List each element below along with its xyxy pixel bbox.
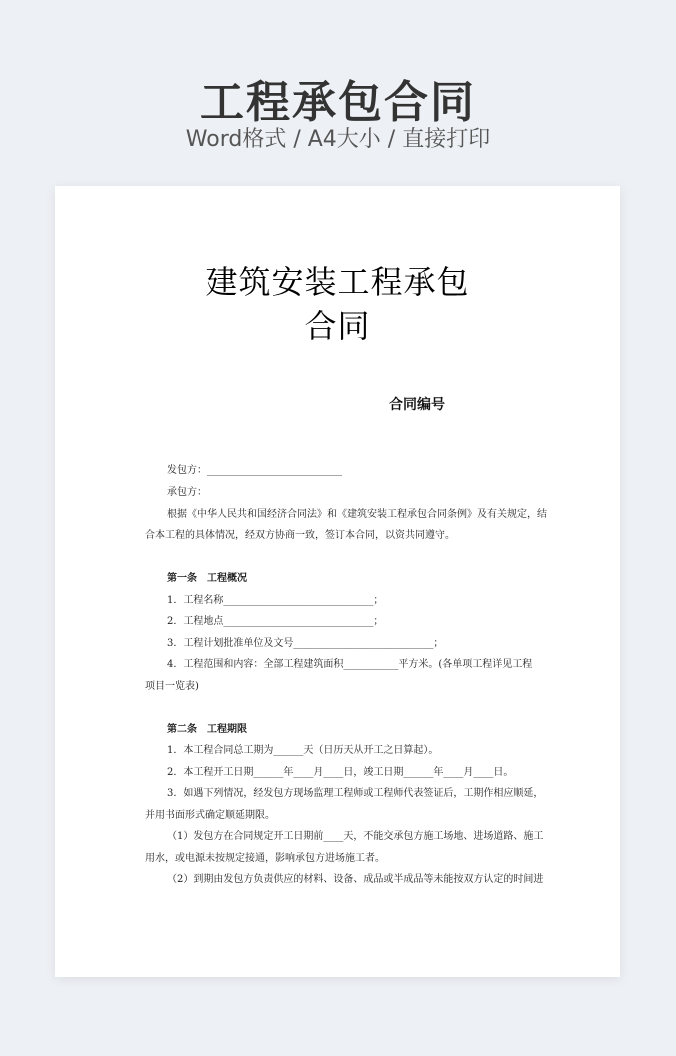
article-2-item-3a: 3．如遇下列情况，经发包方现场监理工程师或工程师代表签证后，工期作相应顺延，: [167, 788, 544, 799]
banner-title: 工程承包合同: [200, 77, 476, 128]
article-1-heading: 第一条 工程概况: [167, 573, 247, 584]
article-1-item-4b: 项目一览表): [145, 681, 199, 692]
article-2-item-3b: 并用书面形式确定顺延期限。: [145, 810, 275, 821]
contract-number-label: 合同编号: [389, 397, 445, 413]
article-2-item-2: 2．本工程开工日期______年____月____日，竣工日期______年____月____日。: [167, 767, 514, 778]
document-page: [55, 186, 620, 977]
employer-line: 发包方：___________________________: [167, 465, 342, 476]
article-1-item-1: 1．工程名称______________________________；: [167, 595, 384, 606]
document-title: [55, 260, 620, 348]
article-2-sub-1b: 用水，或电源未按规定接通，影响承包方进场施工者。: [145, 853, 385, 864]
article-2-heading: 第二条 工程期限: [167, 724, 247, 735]
article-2-item-1: 1．本工程合同总工期为______天（日历天从开工之日算起）。: [167, 745, 439, 756]
preamble-line-1: 根据《中华人民共和国经济合同法》和《建筑安装工程承包合同条例》及有关规定，结: [167, 509, 547, 520]
article-2-sub-2a: （2）到期由发包方负责供应的材料、设备、成品或半成品等未能按双方认定的时间进: [167, 874, 544, 885]
contractor-line: 承包方：: [167, 487, 207, 498]
article-1-item-2: 2．工程地点______________________________；: [167, 616, 384, 627]
article-1-item-3: 3．工程计划批准单位及文号____________________________；: [167, 638, 444, 649]
document-title-line1: 建筑安装工程承包: [205, 263, 470, 301]
article-2-sub-1a: （1）发包方在合同规定开工日期前____天，不能交承包方施工场地、进场道路、施工: [167, 831, 544, 842]
banner-subtitle: Word格式 / A4大小 / 直接打印: [185, 127, 491, 152]
preamble-line-2: 合本工程的具体情况，经双方协商一致，签订本合同，以资共同遵守。: [145, 530, 455, 541]
article-1-item-4a: 4．工程范围和内容：全部工程建筑面积___________平方米。(各单项工程详见工程: [167, 659, 533, 670]
document-title-line2: 合同: [304, 307, 371, 345]
